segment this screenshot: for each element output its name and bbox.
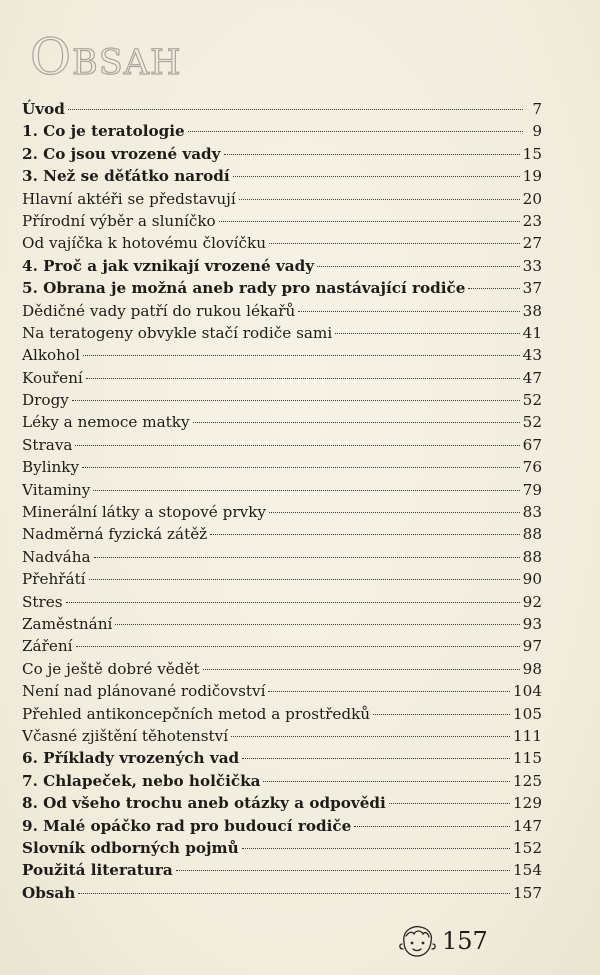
dot-leader — [231, 736, 510, 737]
toc-entry-page: 88 — [522, 525, 542, 544]
toc-entry — [22, 232, 542, 254]
toc-entry-page: 43 — [522, 346, 542, 365]
dot-leader — [76, 646, 520, 647]
toc-entry-title: Přehřátí — [22, 570, 86, 589]
dot-leader — [224, 154, 520, 155]
toc-entry-page: 47 — [522, 368, 542, 387]
toc-entry — [22, 859, 542, 881]
dot-leader — [468, 288, 519, 289]
toc-entry-title: 8. Od všeho trochu aneb otázky a odpovědi — [22, 794, 386, 813]
toc-entry — [22, 747, 542, 769]
toc-entry — [22, 367, 542, 389]
toc-entry — [22, 501, 542, 523]
toc-entry-page: 98 — [522, 659, 542, 678]
toc-entry-title: Nadměrná fyzická zátěž — [22, 525, 208, 544]
toc-entry-page: 93 — [522, 614, 542, 633]
toc-entry-page: 27 — [522, 234, 542, 253]
toc-entry-page: 88 — [522, 547, 542, 566]
toc-entry — [22, 98, 542, 120]
dot-leader — [83, 355, 520, 356]
toc-entry — [22, 255, 542, 277]
dot-leader — [66, 602, 520, 603]
toc-entry — [22, 120, 542, 142]
dot-leader — [115, 624, 519, 625]
toc-entry-page: 152 — [513, 838, 542, 857]
toc-entry-page: 105 — [513, 704, 542, 723]
toc-entry — [22, 591, 542, 613]
toc-entry-title: 2. Co jsou vrozené vady — [22, 144, 221, 163]
toc-entry-page: 19 — [522, 167, 542, 186]
toc-entry-page: 104 — [513, 682, 542, 701]
toc-entry-title: Úvod — [22, 100, 65, 118]
dot-leader — [298, 311, 519, 312]
toc-entry — [22, 434, 542, 456]
dot-leader — [354, 826, 510, 827]
toc-entry-page: 97 — [522, 637, 542, 656]
toc-entry-title: Dědičné vady patří do rukou lékařů — [22, 301, 296, 320]
toc-entry — [22, 165, 542, 187]
dot-leader — [389, 803, 510, 804]
dot-leader — [210, 534, 519, 535]
page-number: 157 — [442, 927, 488, 955]
toc-entry-page: 79 — [522, 480, 542, 499]
dot-leader — [373, 714, 510, 715]
toc-entry-page: 157 — [513, 883, 542, 902]
toc-entry-title: Kouření — [22, 368, 83, 387]
toc-entry-page: 52 — [522, 391, 542, 410]
toc-entry — [22, 411, 542, 433]
child-face-icon — [396, 922, 438, 960]
dot-leader — [263, 781, 510, 782]
toc-entry — [22, 792, 542, 814]
dot-leader — [188, 131, 523, 132]
table-of-contents — [22, 98, 542, 904]
dot-leader — [269, 512, 520, 513]
dot-leader — [203, 669, 520, 670]
toc-entry — [22, 658, 542, 680]
toc-entry-title: Alkohol — [22, 346, 80, 365]
toc-entry-page: 15 — [522, 144, 542, 163]
page-footer — [396, 922, 488, 960]
toc-entry-title: Stres — [22, 592, 63, 611]
toc-entry-title: Vitaminy — [22, 480, 91, 499]
toc-entry-page: 76 — [522, 458, 542, 477]
toc-entry-title: Obsah — [22, 883, 76, 902]
toc-entry — [22, 815, 542, 837]
dot-leader — [242, 848, 510, 849]
toc-entry-title: 7. Chlapeček, nebo holčička — [22, 771, 261, 790]
toc-entry — [22, 680, 542, 702]
toc-entry-page: 7 — [532, 100, 542, 118]
toc-entry-title: Zaměstnání — [22, 614, 113, 633]
toc-entry-page: 20 — [522, 189, 542, 208]
toc-entry-page: 52 — [522, 413, 542, 432]
toc-entry-title: Bylinky — [22, 458, 80, 477]
toc-entry-page: 37 — [522, 279, 542, 298]
toc-entry-page: 125 — [513, 771, 542, 790]
dot-leader — [93, 490, 519, 491]
toc-entry-title: Přírodní výběr a sluníčko — [22, 211, 216, 230]
toc-entry — [22, 613, 542, 635]
toc-entry-title: Strava — [22, 435, 73, 454]
dot-leader — [78, 893, 510, 894]
dot-leader — [219, 221, 520, 222]
toc-entry-title: Na teratogeny obvykle stačí rodiče sami — [22, 323, 333, 342]
toc-entry — [22, 143, 542, 165]
toc-entry-title: Od vajíčka k hotovému človíčku — [22, 234, 267, 253]
toc-entry — [22, 188, 542, 210]
toc-entry — [22, 703, 542, 725]
dot-leader — [72, 400, 520, 401]
toc-entry-page: 154 — [513, 861, 542, 880]
dot-leader — [317, 266, 520, 267]
toc-entry-title: Co je ještě dobré vědět — [22, 659, 200, 678]
toc-entry-title: Hlavní aktéři se představují — [22, 189, 236, 208]
page-title: Obsah — [30, 28, 182, 86]
toc-entry-page: 41 — [522, 323, 542, 342]
toc-entry — [22, 210, 542, 232]
dot-leader — [75, 445, 519, 446]
dot-leader — [89, 579, 520, 580]
toc-entry — [22, 389, 542, 411]
toc-entry — [22, 523, 542, 545]
toc-entry-title: 1. Co je teratologie — [22, 122, 185, 141]
dot-leader — [242, 758, 510, 759]
dot-leader — [335, 333, 519, 334]
toc-entry — [22, 837, 542, 859]
toc-entry — [22, 635, 542, 657]
toc-entry-title: 4. Proč a jak vznikají vrozené vady — [22, 256, 315, 275]
dot-leader — [68, 109, 523, 110]
toc-entry — [22, 300, 542, 322]
toc-entry-title: Slovník odborných pojmů — [22, 838, 239, 857]
toc-entry — [22, 546, 542, 568]
toc-entry-title: Záření — [22, 637, 73, 656]
dot-leader — [94, 557, 520, 558]
toc-entry — [22, 456, 542, 478]
toc-entry-page: 92 — [522, 592, 542, 611]
toc-entry-page: 147 — [513, 816, 542, 835]
toc-entry-page: 33 — [522, 256, 542, 275]
toc-entry — [22, 725, 542, 747]
toc-entry-title: 6. Příklady vrozených vad — [22, 749, 240, 768]
toc-entry-title: Drogy — [22, 391, 69, 410]
toc-entry — [22, 479, 542, 501]
dot-leader — [233, 176, 520, 177]
toc-entry-title: Použitá literatura — [22, 861, 173, 880]
toc-entry-title: Není nad plánované rodičovství — [22, 682, 266, 701]
dot-leader — [82, 467, 520, 468]
dot-leader — [176, 870, 510, 871]
dot-leader — [268, 691, 510, 692]
dot-leader — [193, 422, 520, 423]
toc-entry-title: Přehled antikoncepčních metod a prostředků — [22, 704, 371, 723]
toc-entry — [22, 344, 542, 366]
toc-entry-page: 23 — [522, 211, 542, 230]
toc-entry — [22, 882, 542, 904]
toc-entry-title: 5. Obrana je možná aneb rady pro nastávající rodiče — [22, 279, 466, 298]
toc-entry-title: Včasné zjištění těhotenství — [22, 726, 229, 745]
toc-entry-title: Minerální látky a stopové prvky — [22, 503, 266, 522]
toc-entry — [22, 770, 542, 792]
toc-entry-page: 115 — [513, 749, 542, 768]
toc-entry — [22, 568, 542, 590]
toc-entry-title: 9. Malé opáčko rad pro budoucí rodiče — [22, 816, 352, 835]
toc-entry-title: Nadváha — [22, 547, 91, 566]
toc-entry-page: 111 — [513, 726, 542, 745]
dot-leader — [269, 243, 520, 244]
toc-entry-title: 3. Než se děťátko narodí — [22, 167, 230, 186]
toc-entry-page: 9 — [532, 122, 542, 141]
toc-entry-page: 90 — [522, 570, 542, 589]
dot-leader — [86, 378, 520, 379]
toc-entry — [22, 322, 542, 344]
toc-entry — [22, 277, 542, 299]
toc-entry-page: 38 — [522, 301, 542, 320]
toc-entry-page: 67 — [522, 435, 542, 454]
toc-entry-page: 129 — [513, 794, 542, 813]
dot-leader — [239, 199, 520, 200]
toc-entry-page: 83 — [522, 503, 542, 522]
toc-entry-title: Léky a nemoce matky — [22, 413, 190, 432]
